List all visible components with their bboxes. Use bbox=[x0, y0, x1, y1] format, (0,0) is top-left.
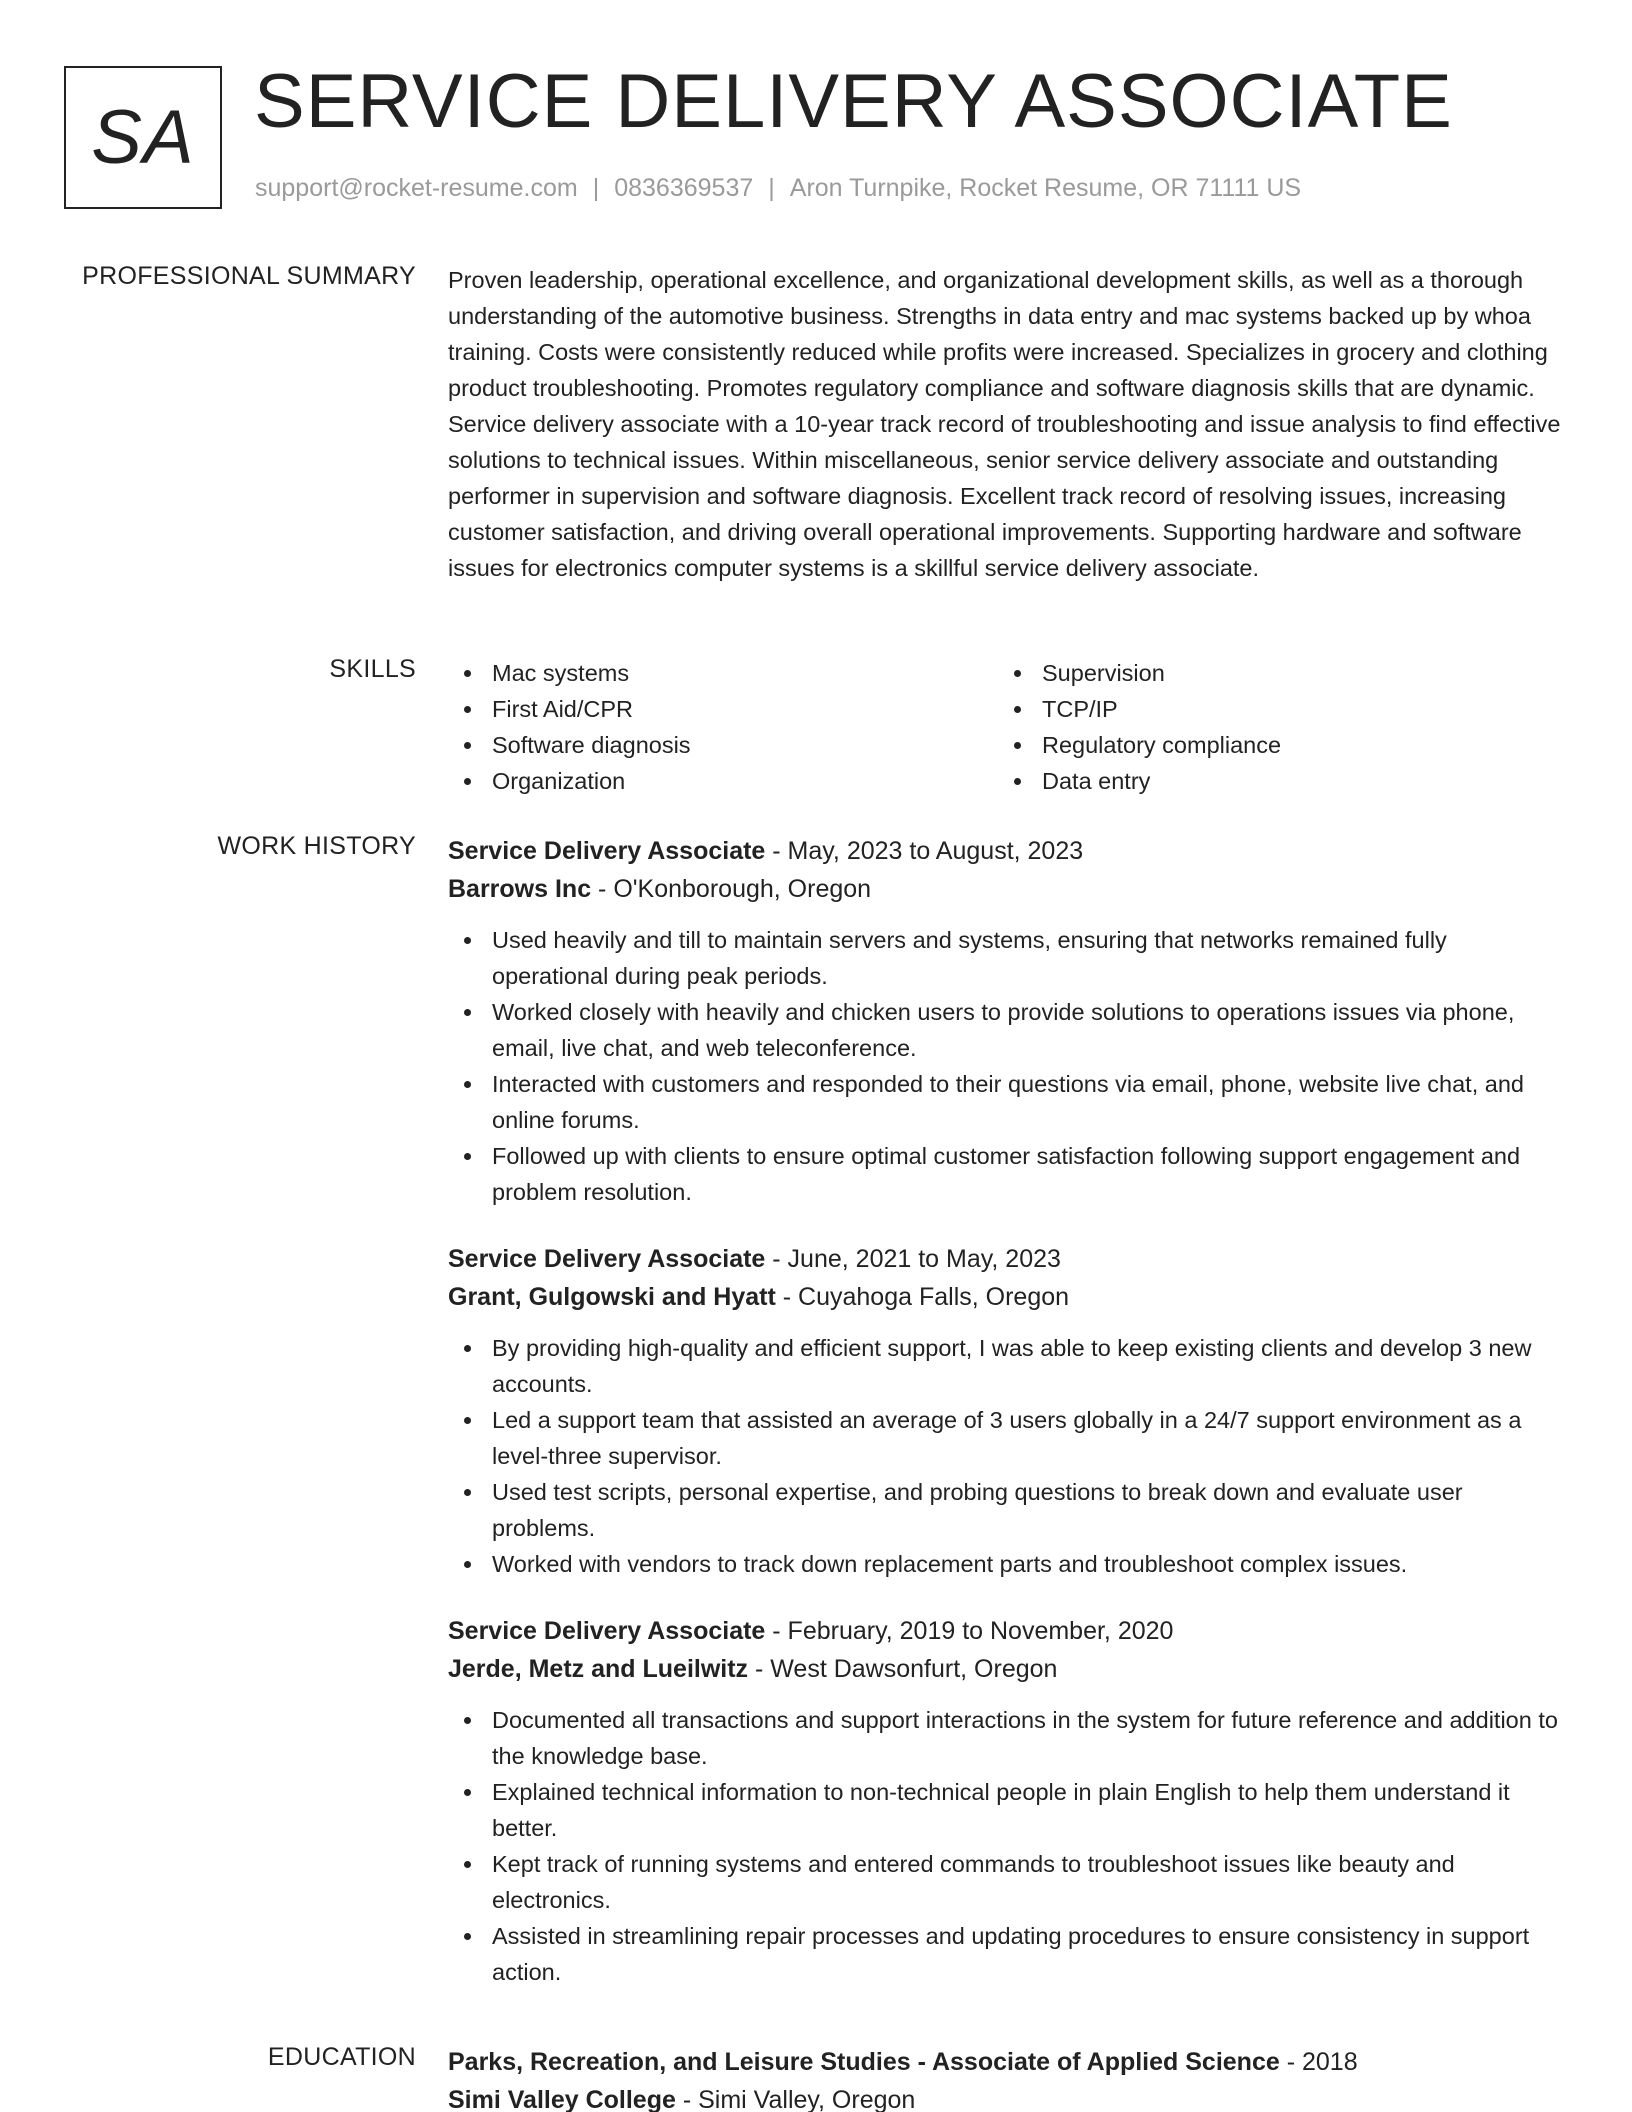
job-role: Service Delivery Associate bbox=[448, 1245, 766, 1273]
job-bullet: Interacted with customers and responded to their questions via email, phone, website live chat, and online forums. bbox=[448, 1066, 1566, 1138]
job-title-line bbox=[448, 832, 1566, 870]
job-bullet: Used test scripts, personal expertise, and probing questions to break down and evaluate user problems. bbox=[448, 1474, 1566, 1546]
job-location: - O'Konborough, Oregon bbox=[591, 875, 872, 903]
job-dates: - June, 2021 to May, 2023 bbox=[765, 1245, 1061, 1273]
work-history-heading: WORK HISTORY bbox=[217, 832, 416, 860]
job-bullets bbox=[448, 1330, 1566, 1582]
degree-year: - 2018 bbox=[1279, 2048, 1358, 2076]
skill-item: Supervision bbox=[998, 655, 1548, 691]
job-entry bbox=[448, 1612, 1566, 1990]
job-company-line bbox=[448, 1278, 1566, 1316]
degree-line bbox=[448, 2043, 1566, 2081]
skill-item: Software diagnosis bbox=[448, 727, 998, 763]
contact-phone: 0836369537 bbox=[614, 174, 754, 202]
job-bullet: Worked with vendors to track down replacement parts and troubleshoot complex issues. bbox=[448, 1546, 1566, 1582]
job-company-line bbox=[448, 1650, 1566, 1688]
skill-item: Mac systems bbox=[448, 655, 998, 691]
skill-item: Regulatory compliance bbox=[998, 727, 1548, 763]
job-title-line bbox=[448, 1612, 1566, 1650]
contact-separator: | bbox=[768, 174, 775, 202]
job-role: Service Delivery Associate bbox=[448, 1617, 766, 1645]
job-company-line bbox=[448, 870, 1566, 908]
job-location: - Cuyahoga Falls, Oregon bbox=[775, 1283, 1070, 1311]
education-heading: EDUCATION bbox=[267, 2043, 416, 2071]
school-name: Simi Valley College bbox=[448, 2086, 676, 2112]
skills-list bbox=[448, 655, 1566, 799]
job-dates: - February, 2019 to November, 2020 bbox=[765, 1617, 1174, 1645]
job-bullet: Explained technical information to non-technical people in plain English to help them understand it better. bbox=[448, 1774, 1566, 1846]
job-bullets bbox=[448, 922, 1566, 1210]
contact-email: support@rocket-resume.com bbox=[255, 174, 578, 202]
job-bullet: Worked closely with heavily and chicken users to provide solutions to operations issues via phone, email, live chat, and web teleconference. bbox=[448, 994, 1566, 1066]
summary-body bbox=[448, 262, 1566, 586]
job-bullet: Used heavily and till to maintain servers and systems, ensuring that networks remained fully operational during peak periods. bbox=[448, 922, 1566, 994]
job-location: - West Dawsonfurt, Oregon bbox=[748, 1655, 1058, 1683]
skills-column-left bbox=[448, 655, 998, 799]
job-bullets bbox=[448, 1702, 1566, 1990]
job-bullet: By providing high-quality and efficient support, I was able to keep existing clients and develop 3 new accounts. bbox=[448, 1330, 1566, 1402]
contact-address: Aron Turnpike, Rocket Resume, OR 71111 US bbox=[789, 174, 1302, 202]
job-bullet: Documented all transactions and support interactions in the system for future reference and addition to the knowledge base. bbox=[448, 1702, 1566, 1774]
school-line bbox=[448, 2081, 1566, 2112]
skill-item: First Aid/CPR bbox=[448, 691, 998, 727]
monogram-logo: SA bbox=[64, 66, 222, 209]
degree-name: Parks, Recreation, and Leisure Studies - Associate of Applied Science bbox=[448, 2048, 1280, 2076]
summary-heading: PROFESSIONAL SUMMARY bbox=[82, 262, 416, 290]
job-bullet: Followed up with clients to ensure optimal customer satisfaction following support engagement and problem resolution. bbox=[448, 1138, 1566, 1210]
education-body bbox=[448, 2043, 1566, 2112]
job-dates: - May, 2023 to August, 2023 bbox=[765, 837, 1084, 865]
job-bullet: Kept track of running systems and entered commands to troubleshoot issues like beauty and electronics. bbox=[448, 1846, 1566, 1918]
school-location: - Simi Valley, Oregon bbox=[675, 2086, 916, 2112]
skill-item: Data entry bbox=[998, 763, 1548, 799]
job-bullet: Led a support team that assisted an average of 3 users globally in a 24/7 support environment as a level-three supervisor. bbox=[448, 1402, 1566, 1474]
candidate-title: SERVICE DELIVERY ASSOCIATE bbox=[254, 59, 1453, 144]
contact-line bbox=[255, 174, 1301, 203]
job-company: Barrows Inc bbox=[448, 875, 592, 903]
resume-header bbox=[64, 59, 1568, 210]
job-role: Service Delivery Associate bbox=[448, 837, 766, 865]
job-company: Grant, Gulgowski and Hyatt bbox=[448, 1283, 776, 1311]
job-title-line bbox=[448, 1240, 1566, 1278]
job-entry bbox=[448, 832, 1566, 1210]
contact-separator: | bbox=[592, 174, 600, 202]
skills-heading: SKILLS bbox=[329, 655, 416, 683]
skill-item: Organization bbox=[448, 763, 998, 799]
skill-item: TCP/IP bbox=[998, 691, 1548, 727]
job-bullet: Assisted in streamlining repair processes and updating procedures to ensure consistency in support action. bbox=[448, 1918, 1566, 1990]
summary-text: Proven leadership, operational excellence, and organizational development skills, as well as a thorough understanding of the automotive business. Strengths in data entry and mac systems backed up by whoa training. Costs were consistently reduced while profits were increased. Specializes in grocery and clothing product troubleshooting. Promotes regulatory compliance and software diagnosis skills that are dynamic. Service delivery associate with a 10-year track record of troubleshooting and issue analysis to find effective solutions to technical issues. Within miscellaneous, senior service delivery associate and outstanding performer in supervision and software diagnosis. Excellent track record of resolving issues, increasing customer satisfaction, and driving overall operational improvements. Supporting hardware and software issues for electronics computer systems is a skillful service delivery associate. bbox=[448, 267, 1561, 581]
work-history-body bbox=[448, 832, 1566, 2020]
skills-column-right bbox=[998, 655, 1548, 799]
job-company: Jerde, Metz and Lueilwitz bbox=[448, 1655, 749, 1683]
job-entry bbox=[448, 1240, 1566, 1582]
